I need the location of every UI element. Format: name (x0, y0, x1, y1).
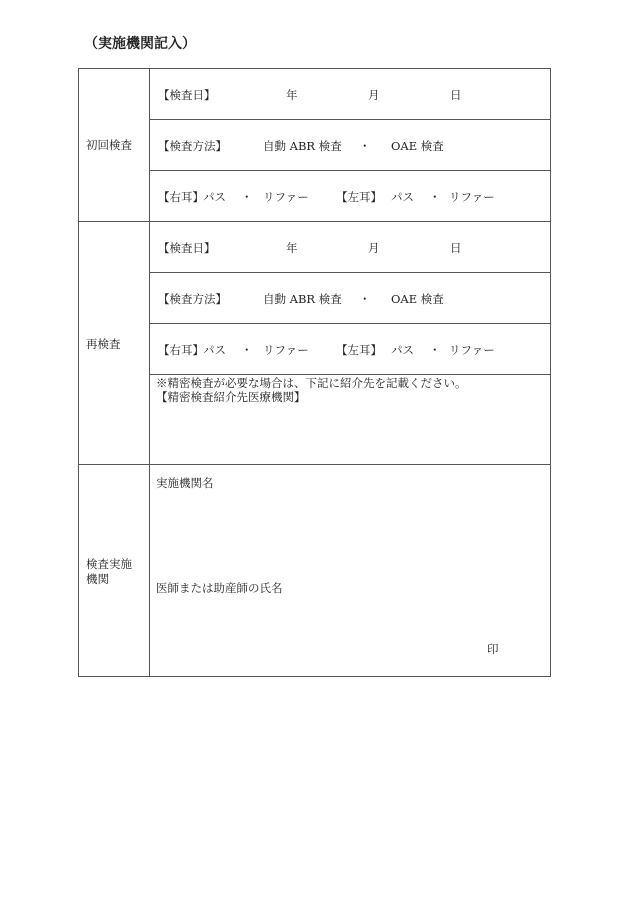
seal-mark: 印 (487, 642, 499, 656)
method-oae-option[interactable]: OAE 検査 (391, 292, 444, 306)
cell-divider (150, 272, 550, 273)
month-label: 月 (368, 241, 380, 255)
left-ear-label: 【左耳】 (336, 190, 382, 204)
method-label: 【検査方法】 (158, 292, 227, 306)
doctor-name-label: 医師または助産師の氏名 (156, 581, 283, 595)
left-ear-label: 【左耳】 (336, 343, 382, 357)
method-abr-option[interactable]: 自動 ABR 検査 (263, 292, 342, 306)
left-ear-pass-option[interactable]: パス (391, 190, 414, 204)
column-divider (149, 69, 150, 676)
cell-divider (150, 170, 550, 171)
institution-name-label: 実施機関名 (156, 476, 214, 490)
institution-label-line2: 機関 (86, 572, 109, 586)
separator: ・ (359, 139, 371, 153)
left-ear-refer-option[interactable]: リファー (449, 190, 495, 204)
initial-exam-label: 初回検査 (86, 138, 132, 152)
row-divider (79, 221, 550, 222)
institution-label-line1: 検査実施 (86, 557, 132, 571)
date-label: 【検査日】 (158, 88, 216, 102)
day-label: 日 (450, 241, 462, 255)
right-ear-refer-option[interactable]: リファー (263, 343, 309, 357)
row-divider (79, 464, 550, 465)
cell-divider (150, 374, 550, 375)
right-ear-label: 【右耳】 (158, 190, 204, 204)
separator: ・ (429, 343, 441, 357)
day-label: 日 (450, 88, 462, 102)
year-label: 年 (286, 88, 298, 102)
method-label: 【検査方法】 (158, 139, 227, 153)
cell-divider (150, 323, 550, 324)
method-abr-option[interactable]: 自動 ABR 検査 (263, 139, 342, 153)
cell-divider (150, 119, 550, 120)
referral-note: ※精密検査が必要な場合は、下記に紹介先を記載ください。 (156, 376, 467, 390)
method-oae-option[interactable]: OAE 検査 (391, 139, 444, 153)
right-ear-pass-option[interactable]: パス (203, 343, 226, 357)
right-ear-refer-option[interactable]: リファー (263, 190, 309, 204)
month-label: 月 (368, 88, 380, 102)
left-ear-pass-option[interactable]: パス (391, 343, 414, 357)
date-label: 【検査日】 (158, 241, 216, 255)
left-ear-refer-option[interactable]: リファー (449, 343, 495, 357)
separator: ・ (241, 343, 253, 357)
referral-institution-label: 【精密検査紹介先医療機関】 (156, 390, 306, 404)
right-ear-pass-option[interactable]: パス (203, 190, 226, 204)
page-title: （実施機関記入） (84, 36, 196, 52)
separator: ・ (429, 190, 441, 204)
separator: ・ (241, 190, 253, 204)
year-label: 年 (286, 241, 298, 255)
exam-record-table (78, 68, 551, 677)
right-ear-label: 【右耳】 (158, 343, 204, 357)
retest-label: 再検査 (86, 337, 121, 351)
separator: ・ (359, 292, 371, 306)
